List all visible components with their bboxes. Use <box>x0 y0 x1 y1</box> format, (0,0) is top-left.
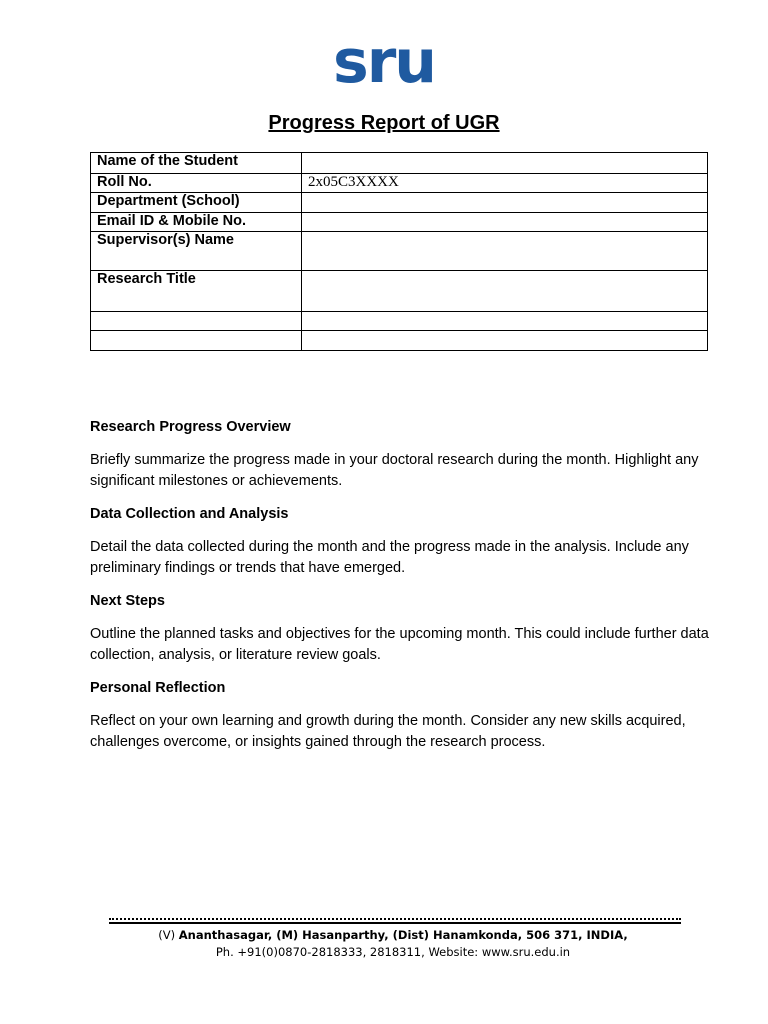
page-title: Progress Report of UGR <box>268 112 500 134</box>
row-label: Roll No. <box>91 174 302 193</box>
section-body: Briefly summarize the progress made in your doctoral research during the month. Highlight any significant milestones or achievements. <box>90 452 699 489</box>
table-row <box>91 213 708 232</box>
footer <box>0 927 768 961</box>
student-info-table <box>90 152 708 351</box>
row-label: Name of the Student <box>91 153 302 174</box>
footer-address: Ananthasagar, (M) Hasanparthy, (Dist) Hanamkonda, 506 371, INDIA, <box>178 928 628 942</box>
logo-text: sru <box>332 34 436 86</box>
section-heading: Next Steps <box>90 593 165 609</box>
row-label: Supervisor(s) Name <box>91 232 302 271</box>
row-label: Email ID & Mobile No. <box>91 213 302 232</box>
table-row <box>91 232 708 271</box>
footer-divider <box>109 918 681 924</box>
table-row <box>91 193 708 213</box>
table-row <box>91 312 708 331</box>
row-value <box>302 232 708 271</box>
row-label <box>91 331 302 351</box>
row-label: Research Title <box>91 271 302 312</box>
row-value <box>302 312 708 331</box>
row-value <box>302 213 708 232</box>
section-body: Detail the data collected during the month and the progress made in the analysis. Include any preliminary findings or trends that have emerged. <box>90 539 689 576</box>
section-heading: Personal Reflection <box>90 680 226 696</box>
table-row <box>91 331 708 351</box>
row-value: 2x05C3XXXX <box>302 174 708 193</box>
section-body: Reflect on your own learning and growth during the month. Consider any new skills acquired, challenges overcome, or insights gained through the research process. <box>90 713 686 750</box>
table-row <box>91 271 708 312</box>
row-label <box>91 312 302 331</box>
report-sections <box>90 417 710 765</box>
footer-contact: Ph. +91(0)0870-2818333, 2818311, Website: www.sru.edu.in <box>215 945 571 959</box>
footer-address-line <box>0 927 768 944</box>
row-value <box>302 193 708 213</box>
row-value <box>302 153 708 174</box>
row-label: Department (School) <box>91 193 302 213</box>
row-value <box>302 331 708 351</box>
section-body: Outline the planned tasks and objectives for the upcoming month. This could include further data collection, analysis, or literature review goals. <box>90 626 709 663</box>
footer-prefix: (V) <box>158 928 176 942</box>
section-heading: Data Collection and Analysis <box>90 506 289 522</box>
row-value <box>302 271 708 312</box>
university-logo <box>0 34 768 91</box>
table-row <box>91 153 708 174</box>
table-row <box>91 174 708 193</box>
section-heading: Research Progress Overview <box>90 419 291 435</box>
